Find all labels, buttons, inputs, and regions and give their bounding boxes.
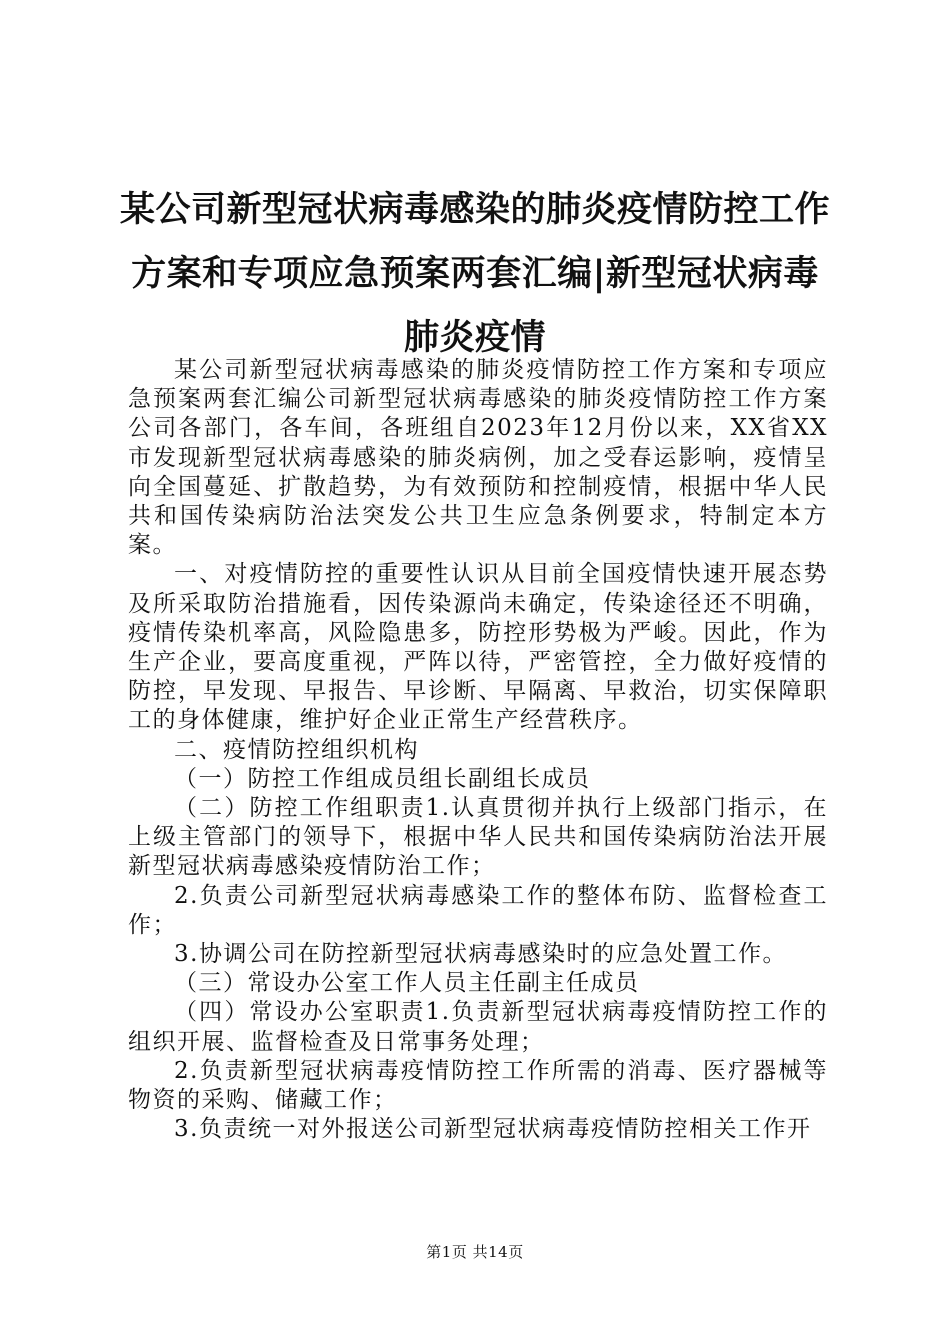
body-paragraph: （一）防控工作组成员组长副组长成员 <box>174 765 591 792</box>
body-paragraph: （三）常设办公室工作人员主任副主任成员 <box>174 970 640 997</box>
title-line: 某公司新型冠状病毒感染的肺炎疫情防控工作 <box>119 190 830 230</box>
body-paragraph: 2.负责新型冠状病毒疫情防控工作所需的消毒、医疗器械等物资的采购、储藏工作； <box>128 1057 828 1114</box>
document-title <box>110 178 840 370</box>
body-paragraph: 3.协调公司在防控新型冠状病毒感染时的应急处置工作。 <box>174 941 787 968</box>
body-paragraph: 一、对疫情防控的重要性认识从目前全国疫情快速开展态势及所采取防治措施看，因传染源尚未确定，传染途径还不明确，疫情传染机率高，风险隐患多，防控形势极为严峻。因此，作为生产企业，要高度重视，严阵以待，严密管控，全力做好疫情的防控，早发现、早报告、早诊断、早隔离、早救治，切实保障职工的身体健康，维护好企业正常生产经营秩序。 <box>128 561 828 734</box>
section-heading: 二、疫情防控组织机构 <box>174 736 419 763</box>
body-paragraph: （四）常设办公室职责1.负责新型冠状病毒疫情防控工作的组织开展、监督检查及日常事务处理； <box>128 999 828 1055</box>
document-body <box>128 356 828 1144</box>
body-paragraph: （二）防控工作组职责1.认真贯彻并执行上级部门指示，在上级主管部门的领导下，根据中华人民共和国传染病防治法开展新型冠状病毒感染疫情防治工作； <box>128 795 828 880</box>
body-paragraph: 2.负责公司新型冠状病毒感染工作的整体布防、监督检查工作； <box>128 882 828 938</box>
body-paragraph: 某公司新型冠状病毒感染的肺炎疫情防控工作方案和专项应急预案两套汇编公司新型冠状病毒感染的肺炎疫情防控工作方案公司各部门，各车间，各班组自2023年12月份以来，XX省XX市发现新型冠状病毒感染的肺炎病例，加之受春运影响，疫情呈向全国蔓延、扩散趋势，为有效预防和控制疫情，根据中华人民共和国传染病防治法突发公共卫生应急条例要求，特制定本方案。 <box>128 357 828 559</box>
title-line: 肺炎疫情 <box>403 318 546 358</box>
title-line: 方案和专项应急预案两套汇编|新型冠状病毒 <box>131 254 819 294</box>
page-footer: 第1页 共14页 <box>426 1243 524 1261</box>
body-paragraph: 3.负责统一对外报送公司新型冠状病毒疫情防控相关工作开 <box>174 1116 812 1143</box>
